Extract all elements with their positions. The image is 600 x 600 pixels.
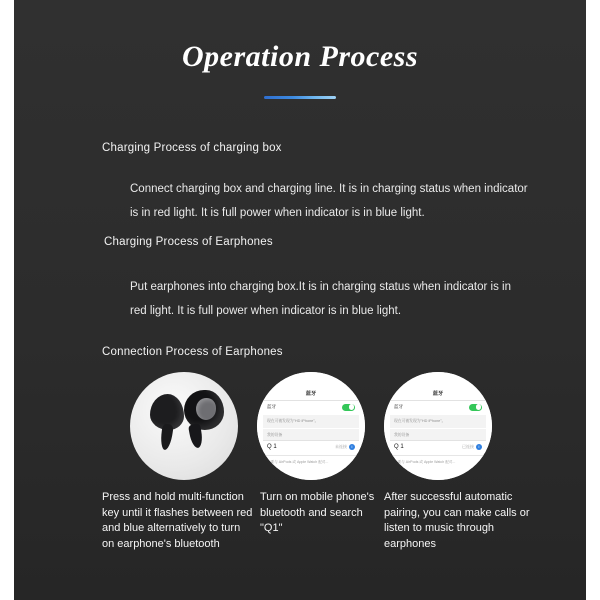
section-heading-charging-box: Charging Process of charging box <box>102 142 282 154</box>
device-row-paired[interactable] <box>390 440 486 453</box>
screen-title-unpaired: 蓝牙 <box>305 391 317 397</box>
earbud-right-eartip-shape <box>196 398 216 420</box>
section-heading-charging-earphones: Charging Process of Earphones <box>104 236 273 248</box>
bluetooth-settings-screen-paired <box>384 372 492 480</box>
my-devices-label-paired: 我的设备 <box>394 433 410 437</box>
bluetooth-row-label-paired: 蓝牙 <box>394 404 404 409</box>
caption-step-1: Press and hold multi-function key until it flashes between red and blue alternatively to turn on earphone's bluetooth <box>102 491 253 550</box>
device-name-unpaired: Q 1 <box>267 444 277 450</box>
earbud-left-stem-shape <box>159 423 174 450</box>
footer-note-text-unpaired: 若要与 AirPods 或 Apple Watch 配对... <box>267 459 329 464</box>
phone-status-bar-paired <box>392 381 484 388</box>
footer-note-text-paired: 若要与 AirPods 或 Apple Watch 配对... <box>394 459 456 464</box>
section-heading-connection-earphones: Connection Process of Earphones <box>102 346 283 358</box>
bluetooth-toggle-switch[interactable] <box>342 404 355 411</box>
device-row-unpaired[interactable] <box>263 440 359 453</box>
device-status-text-unpaired: 未连接 <box>335 444 347 449</box>
left-margin-band <box>0 0 14 600</box>
battery-icon-paired <box>475 382 484 387</box>
device-status-group-unpaired <box>335 444 355 450</box>
footer-note-row-unpaired <box>263 455 359 468</box>
bluetooth-row-label: 蓝牙 <box>267 404 277 409</box>
bluetooth-settings-screen-unpaired <box>257 372 365 480</box>
phone-screenshot-paired-circle <box>384 372 492 480</box>
illustration-row <box>102 372 522 480</box>
right-margin-band <box>586 0 600 600</box>
phone-status-bar <box>265 381 357 388</box>
discoverable-note-row-paired <box>390 415 486 428</box>
info-icon[interactable]: i <box>349 444 355 450</box>
battery-icon <box>348 382 357 387</box>
caption-step-3: After successful automatic pairing, you can make calls or listen to music through earphones <box>384 491 530 550</box>
discoverable-note-text: 现在可被发现为"HD iPhone"。 <box>267 419 319 423</box>
device-status-text-paired: 已连接 <box>462 444 474 449</box>
my-devices-label: 我的设备 <box>267 433 283 437</box>
earbuds-photo-circle <box>130 372 238 480</box>
phone-screenshot-unpaired-circle <box>257 372 365 480</box>
bluetooth-toggle-row-paired[interactable] <box>390 400 486 413</box>
bluetooth-toggle-row-unpaired[interactable] <box>263 400 359 413</box>
section-body-charging-earphones: Put earphones into charging box.It is in charging status when indicator is in red light. It is full power when indicator is in blue light. <box>130 281 511 317</box>
discoverable-note-text-paired: 现在可被发现为"HD iPhone"。 <box>394 419 446 423</box>
page-title: Operation Process <box>182 40 418 73</box>
info-icon-paired[interactable]: i <box>476 444 482 450</box>
discoverable-note-row <box>263 415 359 428</box>
caption-step-2: Turn on mobile phone's bluetooth and search "Q1" <box>260 491 375 534</box>
device-name-paired: Q 1 <box>394 444 404 450</box>
section-body-charging-box: Connect charging box and charging line. It is in charging status when indicator is in red light. It is full power when indicator is in blue light. <box>130 183 528 219</box>
footer-note-row-paired <box>390 455 486 468</box>
device-status-group-paired <box>462 444 482 450</box>
screen-title-paired: 蓝牙 <box>432 391 444 397</box>
content-canvas <box>14 0 586 600</box>
bluetooth-toggle-switch-paired[interactable] <box>469 404 482 411</box>
title-underline-rule <box>264 96 336 99</box>
